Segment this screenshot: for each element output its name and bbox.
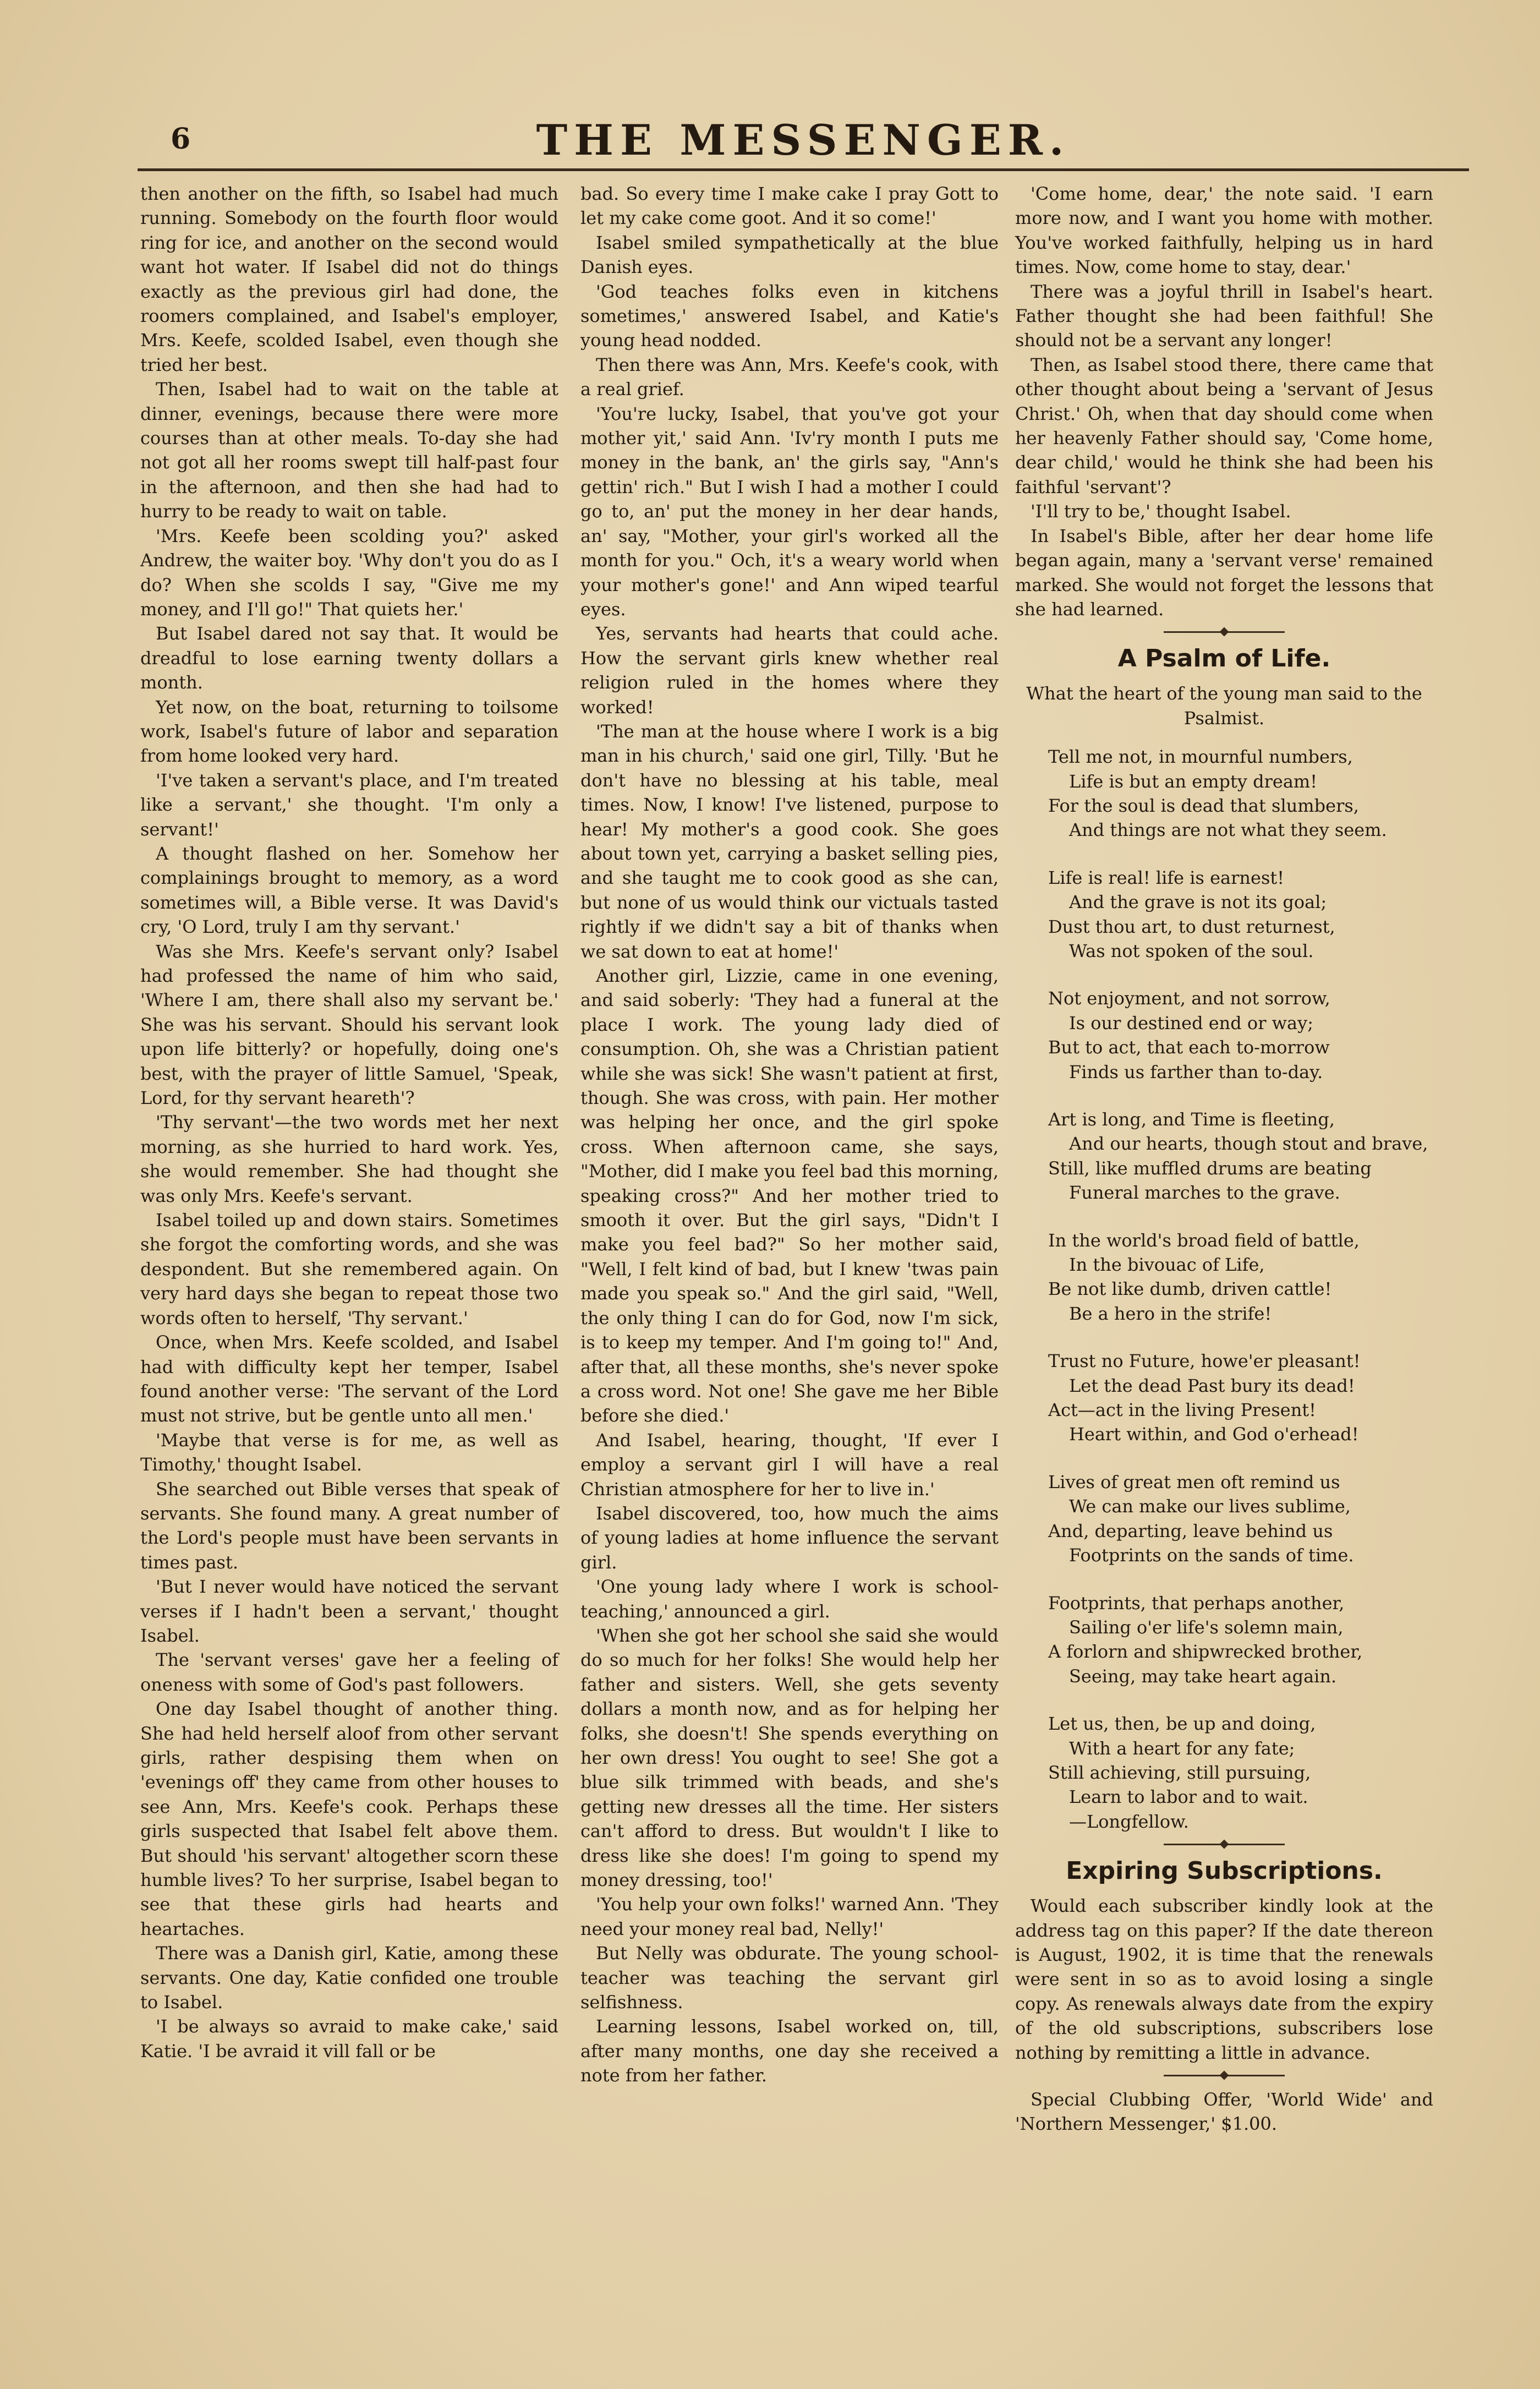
stanza	[1048, 1470, 1433, 1568]
poem-line: Lives of great men oft remind us	[1048, 1471, 1340, 1493]
poem-line: Is our destined end or way;	[1069, 1012, 1313, 1034]
stanza	[1048, 1712, 1433, 1834]
poem-line: In the world's broad field of battle,	[1048, 1229, 1360, 1251]
subscriptions-section	[1015, 1856, 1433, 2136]
poem-line: Let us, then, be up and doing,	[1048, 1713, 1316, 1735]
poem-line: Life is but an empty dream!	[1069, 770, 1318, 792]
paragraph: 'But I never would have noticed the servant verses if I hadn't been a servant,' thought Isabel.	[140, 1576, 558, 1646]
poem-line: In the bivouac of Life,	[1069, 1254, 1265, 1276]
paragraph: Then, Isabel had to wait on the table at dinner, evenings, because there were more courses than at other meals. To-day she had not got all her rooms swept till half-past four in the afternoon, and then she had had to hurry to be ready to wait on table.	[140, 379, 558, 522]
poem-line: Sailing o'er life's solemn main,	[1069, 1616, 1344, 1638]
paragraph: 'The man at the house where I work is a big man in his church,' said one girl, Tilly. 'But he don't have no blessing at his table, meal times. Now, I know! I've listened, purpose to hear! My mother's a good cook. She goes about town yet, carrying a basket selling pies, and she taught me to cook good as she can, but none of us would think our victuals tasted rightly if we didn't say a bit of thanks when we sat down to eat at home!'	[580, 720, 999, 962]
poem-line: Was not spoken of the soul.	[1069, 940, 1314, 961]
psalm-section	[1015, 644, 1433, 1834]
paragraph: There was a Danish girl, Katie, among these servants. One day, Katie confided one trouble to Isabel.	[140, 1943, 558, 2013]
column-2	[580, 182, 999, 2088]
poem-line: We can make our lives sublime,	[1069, 1496, 1351, 1517]
poem-line: Still achieving, still pursuing,	[1048, 1762, 1311, 1783]
poem-line: Seeing, may take heart again.	[1069, 1665, 1337, 1687]
paragraph: Then there was Ann, Mrs. Keefe's cook, with a real grief.	[580, 354, 999, 400]
psalm-title: A Psalm of Life.	[1117, 644, 1331, 673]
stanza	[1048, 745, 1433, 843]
paragraph: 'I be always so avraid to make cake,' said Katie. 'I be avraid it vill fall or be	[140, 2016, 558, 2062]
poem-line: Finds us farther than to-day.	[1069, 1061, 1323, 1083]
masthead-title: THE MESSENGER.	[536, 116, 1071, 165]
poem-line: Life is real! life is earnest!	[1048, 867, 1285, 888]
paragraph: Learning lessons, Isabel worked on, till, after many months, one day she received a note from her father.	[580, 2016, 999, 2086]
paragraph: bad. So every time I make cake I pray Gott to let my cake come goot. And it so come!'	[580, 183, 999, 229]
poem-line: For the soul is dead that slumbers,	[1048, 795, 1359, 816]
poem-line: Act—act in the living Present!	[1048, 1399, 1317, 1421]
subscriptions-title: Expiring Subscriptions.	[1066, 1857, 1383, 1885]
poem-author: —Longfellow.	[1069, 1811, 1189, 1832]
paragraph: Was she Mrs. Keefe's servant only? Isabel had professed the name of him who said, 'Where I am, there shall also my servant be.' She was his servant. Should his servant look upon life bitterly? or hopefully, doing one's best, with the prayer of little Samuel, 'Speak, Lord, for thy servant heareth'?	[140, 941, 558, 1109]
paragraph: Isabel discovered, too, how much the aims of young ladies at home influence the servant girl.	[580, 1502, 999, 1573]
poem-line: Dust thou art, to dust returnest,	[1048, 916, 1335, 937]
paragraph: then another on the fifth, so Isabel had much running. Somebody on the fourth floor would ring for ice, and another on the second would want hot water. If Isabel did not do things exactly as the previous girl had done, the roomers complained, and Isabel's employer, Mrs. Keefe, scolded Isabel, even though she tried her best.	[140, 183, 558, 375]
poem-line: And things are not what they seem.	[1069, 819, 1387, 841]
stanza	[1048, 1591, 1433, 1689]
subscriptions-body: Would each subscriber kindly look at the address tag on this paper? If the date thereon is August, 1902, it is time that the renewals were sent in so as to avoid losing a single copy. As renewals always date from the expiry of the old subscriptions, subscribers lose nothing by remitting a little in advance.	[1015, 1895, 1433, 2063]
poem-line: Let the dead Past bury its dead!	[1069, 1375, 1355, 1396]
poem-line: With a heart for any fate;	[1069, 1737, 1295, 1759]
poem-line: Not enjoyment, and not sorrow,	[1048, 988, 1330, 1009]
poem-line: Footprints, that perhaps another,	[1048, 1592, 1345, 1614]
paragraph: 'Maybe that verse is for me, as well as Timothy,' thought Isabel.	[140, 1429, 558, 1475]
stanza	[1048, 1107, 1433, 1205]
poem-line: Still, like muffled drums are beating	[1048, 1157, 1372, 1179]
paragraph: A thought flashed on her. Somehow her complainings brought to memory, as a word sometimes will, a Bible verse. It was David's cry, 'O Lord, truly I am thy servant.'	[140, 843, 558, 938]
paragraph: But Isabel dared not say that. It would be dreadful to lose earning twenty dollars a month.	[140, 623, 558, 693]
paragraph: One day Isabel thought of another thing. She had held herself aloof from other servant girls, rather despising them when on 'evenings off' they came from other houses to see Ann, Mrs. Keefe's cook. Perhaps these girls suspected that Isabel felt above them. But should 'his servant' altogether scorn these humble lives? To her surprise, Isabel began to see that these girls had hearts and heartaches.	[140, 1698, 558, 1939]
paragraph: Another girl, Lizzie, came in one evening, and said soberly: 'They had a funeral at the place I work. The young lady died of consumption. Oh, she was a Christian patient while she was sick! She wasn't patient at first, though. She was cross, with pain. Her mother was helping her once, and the girl spoke cross. When afternoon came, she says, "Mother, did I make you feel bad this morning, speaking cross?" And her mother tried to smooth it over. But the girl says, "Didn't I make you feel bad?" So her mother said, "Well, I felt kind of bad, but I knew 'twas pain made you speak so." And the girl said, "Well, the only thing I can do for God, now I'm sick, is to keep my temper. And I'm going to!" And, after that, all these months, she's never spoke a cross word. Not one! She gave me her Bible before she died.'	[580, 965, 999, 1426]
paragraph: Isabel smiled sympathetically at the blue Danish eyes.	[580, 232, 999, 278]
paragraph: 'I've taken a servant's place, and I'm treated like a servant,' she thought. 'I'm only a servant!'	[140, 769, 558, 840]
poem-line: And our hearts, though stout and brave,	[1069, 1133, 1428, 1155]
poem-line: But to act, that each to-morrow	[1048, 1037, 1330, 1058]
stanza	[1048, 1228, 1433, 1326]
poem-line: Trust no Future, howe'er pleasant!	[1048, 1351, 1361, 1372]
page-number: 6	[171, 122, 191, 156]
paragraph: There was a joyful thrill in Isabel's heart. Father thought she had been faithful! She should not be a servant any longer!	[1015, 281, 1433, 351]
page-header	[138, 110, 1469, 171]
poem	[1048, 745, 1433, 1834]
paragraph: But Nelly was obdurate. The young school-teacher was teaching the servant girl selfishness.	[580, 1943, 999, 2013]
stanza	[1048, 986, 1433, 1084]
clubbing-offer: Special Clubbing Offer, 'World Wide' and 'Northern Messenger,' $1.00.	[1015, 2089, 1433, 2135]
header-rule	[138, 168, 1469, 171]
poem-line: Be not like dumb, driven cattle!	[1048, 1278, 1332, 1300]
paragraph: 'One young lady where I work is school-teaching,' announced a girl.	[580, 1576, 999, 1622]
column-3	[1015, 182, 1433, 2136]
poem-line: Heart within, and God o'erhead!	[1069, 1424, 1359, 1445]
paragraph: 'God teaches folks even in kitchens sometimes,' answered Isabel, and Katie's young head nodded.	[580, 281, 999, 351]
poem-line: Footprints on the sands of time.	[1069, 1545, 1354, 1566]
stanza	[1048, 866, 1433, 964]
paragraph: 'I'll try to be,' thought Isabel.	[1031, 501, 1291, 522]
paragraph: Once, when Mrs. Keefe scolded, and Isabel had with difficulty kept her temper, Isabel found another verse: 'The servant of the Lord must not strive, but be gentle unto all men.'	[140, 1332, 558, 1426]
paragraph: Isabel toiled up and down stairs. Sometimes she forgot the comforting words, and she was despondent. But she remembered again. On very hard days she began to repeat those two words often to herself, 'Thy servant.'	[140, 1210, 558, 1329]
poem-line: Funeral marches to the grave.	[1069, 1182, 1340, 1204]
paragraph: She searched out Bible verses that speak of servants. She found many. A great number of the Lord's people must have been servants in times past.	[140, 1478, 558, 1573]
poem-line: Art is long, and Time is fleeting,	[1048, 1109, 1335, 1130]
column-1	[140, 182, 558, 2063]
paragraph: 'When she got her school she said she would do so much for her folks! She would help her father and sisters. Well, she gets seventy dollars a month now, and as for helping her folks, she doesn't! She spends everything on her own dress! You ought to see! She got a blue silk trimmed with beads, and she's getting new dresses all the time. Her sisters can't afford to dress. But wouldn't I like to dress like she does! I'm going to spend my money dressing, too!'	[580, 1625, 999, 1891]
paragraph: Yet now, on the boat, returning to toilsome work, Isabel's future of labor and separation from home looked very hard.	[140, 696, 558, 767]
section-divider	[1164, 631, 1285, 633]
paragraph: In Isabel's Bible, after her dear home life began again, many a 'servant verse' remained marked. She would not forget the lessons that she had learned.	[1015, 525, 1433, 620]
psalm-intro: What the heart of the young man said to the Psalmist.	[1026, 683, 1422, 729]
section-divider	[1164, 1844, 1285, 1845]
poem-line: And, departing, leave behind us	[1048, 1520, 1333, 1541]
paragraph: 'Thy servant'—the two words met her next morning, as she hurried to hard work. Yes, she would remember. She had thought she was only Mrs. Keefe's servant.	[140, 1112, 558, 1206]
paragraph: 'You help your own folks!' warned Ann. 'They need your money real bad, Nelly!'	[580, 1894, 999, 1939]
poem-line: Learn to labor and to wait.	[1069, 1786, 1308, 1808]
poem-line: A forlorn and shipwrecked brother,	[1048, 1641, 1363, 1663]
poem-line: Tell me not, in mournful numbers,	[1048, 746, 1353, 768]
paragraph: 'You're lucky, Isabel, that you've got your mother yit,' said Ann. 'Iv'ry month I puts me money in the bank, an' the girls say, "Ann's gettin' rich." But I wish I had a mother I could go to, an' put the money in her dear hands, an' say, "Mother, your girl's worked all the month for you." Och, it's a weary world when your mother's gone!' and Ann wiped tearful eyes.	[580, 403, 999, 620]
poem-line: Be a hero in the strife!	[1069, 1303, 1272, 1324]
paragraph: Then, as Isabel stood there, there came that other thought about being a 'servant of Jesus Christ.' Oh, when that day should come when her heavenly Father should say, 'Come home, dear child,' would he think she had been his faithful 'servant'?	[1015, 354, 1433, 498]
section-divider	[1164, 2075, 1285, 2076]
poem-line: And the grave is not its goal;	[1069, 892, 1327, 913]
paragraph: And Isabel, hearing, thought, 'If ever I employ a servant girl I will have a real Christian atmosphere for her to live in.'	[580, 1429, 999, 1500]
paragraph: Yes, servants had hearts that could ache. How the servant girls knew whether real religion ruled in the homes where they worked!	[580, 623, 999, 718]
stanza	[1048, 1349, 1433, 1447]
paragraph: 'Come home, dear,' the note said. 'I earn more now, and I want you home with mother. You've worked faithfully, helping us in hard times. Now, come home to stay, dear.'	[1015, 183, 1433, 278]
paragraph: The 'servant verses' gave her a feeling of oneness with some of God's past followers.	[140, 1649, 558, 1695]
paragraph: 'Mrs. Keefe been scolding you?' asked Andrew, the waiter boy. 'Why don't you do as I do? When she scolds I say, "Give me my money, and I'll go!" That quiets her.'	[140, 525, 558, 620]
